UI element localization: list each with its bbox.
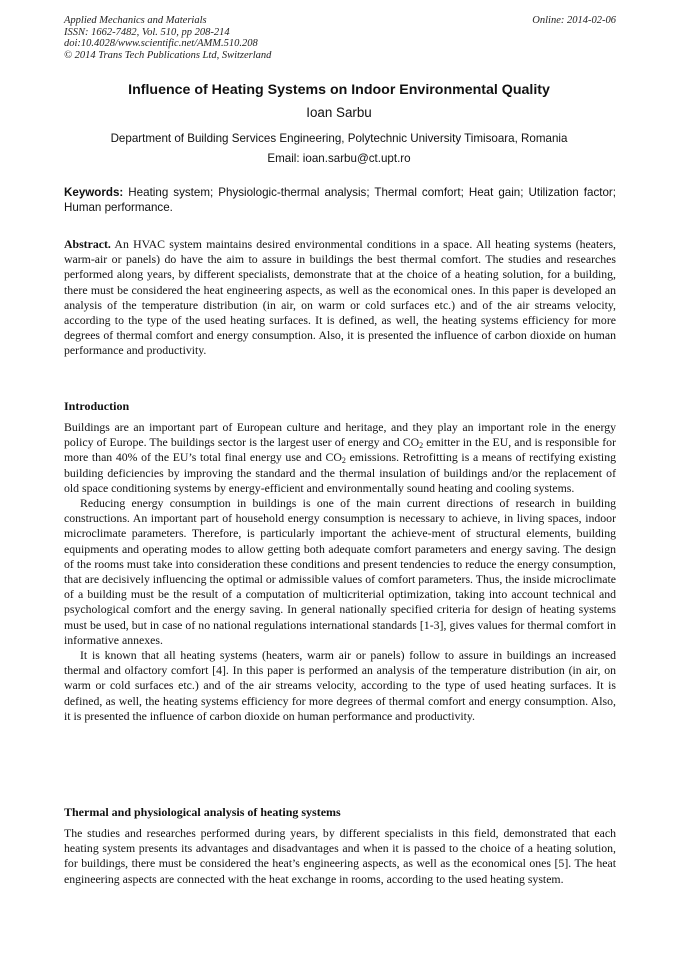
thermal-paragraph-1: The studies and researches performed during years, by different specialists in this field, demonstrated that each heating system presents its advantages and disadvantages and when it is passed to the choice of a heating solution, for buildings, there must be considered the heat’s engineering aspects, as well as the economical ones [5]. The heat engineering aspects are connected with the heat exchange in rooms, according to the used heating system. — [64, 826, 616, 886]
introduction-heading: Introduction — [64, 399, 130, 413]
doi-line[interactable]: doi:10.4028/www.scientific.net/AMM.510.208 — [64, 38, 258, 49]
intro-paragraph-2: Reducing energy consumption in buildings is one of the main current directions of research in building constructions. An important part of household energy consumption is necessary to achieve, in living spaces, indoor microclimate parameters. Therefore, is particularly important the achieve-ment of structural elements, building equipments and operating modes to allow getting both adequate comfort parameters and energy saving. The design of the rooms must take into consideration these conditions and present tendencies to reduce the energy consumption, that are decisively influencing the optimal or admissible values of comfort parameters. Thus, the inside microclimate of a building must be the result of a computation of multicriterial optimization, taking into account technical and psychological comfort and the energy saving. In general nationally specified criteria for design of heating systems must be used, but in case of no national regulations international standards [1-3], gives values for thermal comfort in informative annexes. — [64, 496, 616, 647]
co2-subscript: 2 — [341, 456, 346, 466]
intro-p1-part-b: emitter in the EU, and is responsible for more than 40% of the EU’s total final energy use and CO — [64, 435, 616, 465]
affiliation: Department of Building Services Engineering, Polytechnic University Timisoara, Romania — [110, 132, 568, 145]
thermal-analysis-section — [64, 826, 616, 887]
abstract-label: Abstract. — [64, 237, 111, 251]
author-name: Ioan Sarbu — [306, 105, 372, 120]
journal-info — [64, 15, 444, 61]
intro-p1-part-c: emissions. Retrofitting is a means of rectifying existing building deficiencies by improving the standard and the thermal insulation of buildings and/or the replacement of old space conditioning systems by energy-efficient and environmentally sound heating and cooling systems. — [64, 450, 617, 495]
paper-title: Influence of Heating Systems on Indoor Environmental Quality — [128, 82, 550, 98]
abstract-text: An HVAC system maintains desired environmental conditions in a space. All heating systems (heaters, warm-air or panels) do have the aim to assure in buildings the best thermal comfort. The studies and researches performed along years, by different specialists, demonstrate that at the choice of a heating solution, for a building, there must be considered the heat engineering aspects, as well as the economical ones. In this paper is developed an analysis of the temperature distribution (in air, on warm or cold surfaces etc.) and of the air streams velocity, according to the type of the used heating surfaces. It is defined, as well, the heating systems efficiency for more degrees of thermal comfort and energy consumption. Also, it is presented the influence of carbon dioxide on human performance and productivity. — [64, 237, 616, 358]
intro-paragraph-3: It is known that all heating systems (heaters, warm air or panels) follow to assure in buildings an increased thermal and olfactory comfort [4]. In this paper is performed an analysis of the temperature distribution (in air, on warm or cold surfaces etc.) and of the air streams velocity, according to the type of used heating surfaces. It is defined, as well, the heating systems efficiency for more degrees of thermal comfort and energy consumption. Also, it is presented the influence of carbon dioxide on human performance and productivity. — [64, 648, 616, 723]
co2-subscript: 2 — [419, 441, 424, 451]
online-date: Online: 2014-02-06 — [532, 15, 616, 26]
author-email[interactable]: Email: ioan.sarbu@ct.upt.ro — [267, 152, 411, 165]
issn-line: ISSN: 1662-7482, Vol. 510, pp 208-214 — [64, 26, 230, 38]
keywords — [64, 185, 616, 215]
copyright-line: © 2014 Trans Tech Publications Ltd, Switzerland — [64, 49, 272, 61]
journal-name: Applied Mechanics and Materials — [64, 15, 207, 26]
thermal-analysis-heading: Thermal and physiological analysis of heating systems — [64, 805, 341, 819]
introduction-section — [64, 420, 616, 724]
keywords-text: Heating system; Physiologic-thermal analysis; Thermal comfort; Heat gain; Utilization factor; Human performance. — [64, 186, 616, 214]
intro-paragraph-1 — [64, 420, 616, 496]
abstract — [64, 237, 616, 359]
intro-p1-part-a: Buildings are an important part of European culture and heritage, and they play an important role in the energy policy of Europe. The buildings sector is the largest user of energy and CO — [64, 420, 616, 450]
keywords-label: Keywords: — [64, 186, 124, 199]
